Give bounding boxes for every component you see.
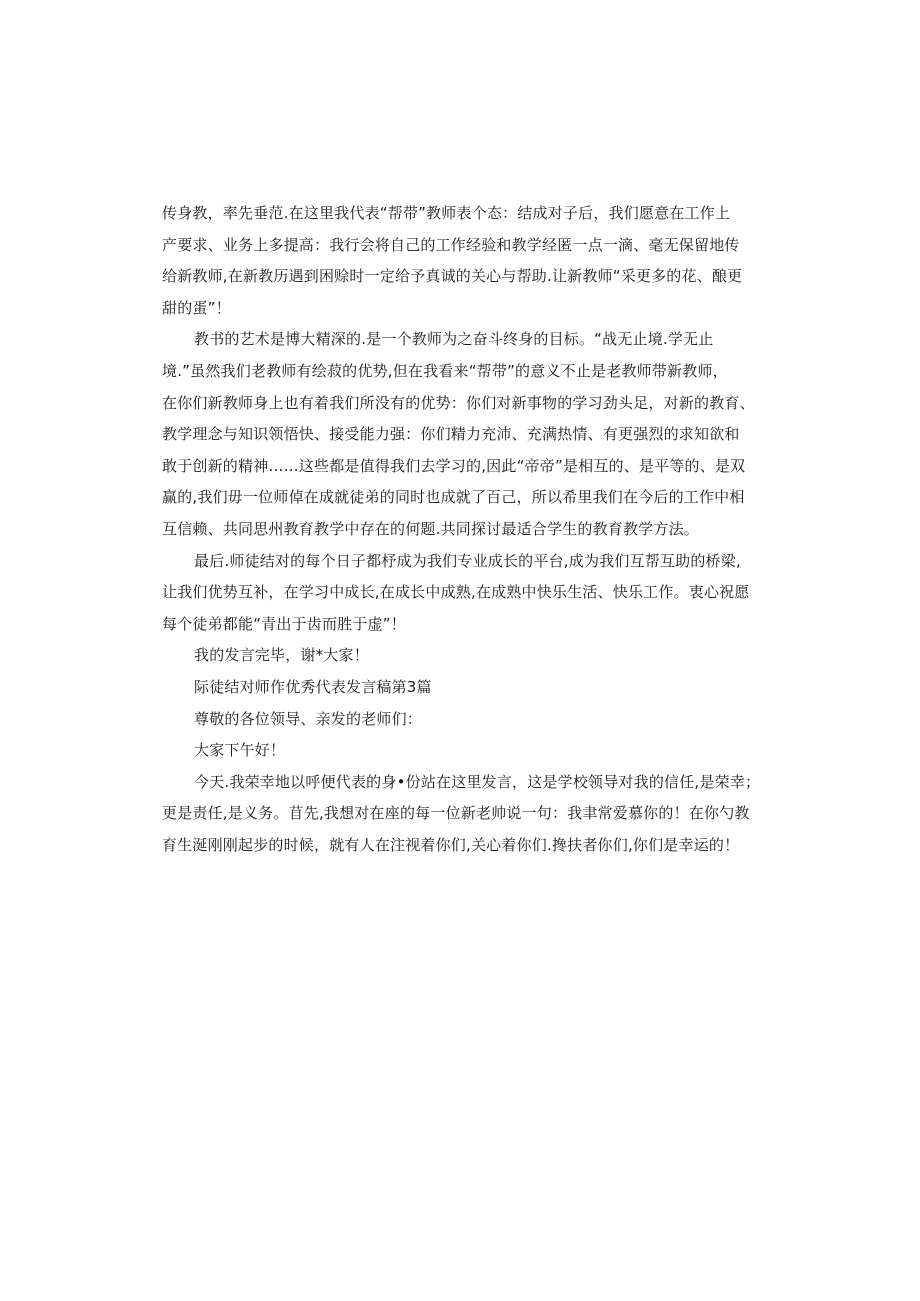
salutation: 尊敬的各位领导、亲发的老师们：	[194, 709, 423, 728]
text-line: 敢于创新的精神……这些都是值得我们去学习的,因此“帝帝”是相互的、是平等的、是双	[162, 456, 746, 475]
text-line: 甜的蛋”！	[162, 298, 231, 317]
section-heading: 际徒结对师作优秀代表发言稿第3篇	[194, 677, 432, 696]
text-line: 每个徒弟都能“青出于齿而胜于虚”！	[162, 614, 406, 633]
text-line: 产要求、业务上多提高：我行会将自己的工作经验和教学经匿一点一滴、毫无保留地传	[162, 235, 740, 254]
text-line: 我的发言完毕，谢*大家！	[194, 646, 369, 665]
greeting: 大家下午好！	[194, 741, 286, 760]
text-line: 教书的艺术是博大精深的.是一个教师为之奋斗终身的目标。“战无止境.学无止	[194, 330, 714, 349]
text-line: 让我们优势互补，在学习中成长,在成长中成熟,在成熟中快乐生活、快乐工作。衷心祝愿	[162, 583, 750, 602]
text-line: 赢的,我们毋一位师倬在成就徒弟的同时也成就了百己，所以希里我们在今后的工作中相	[162, 488, 745, 507]
text-line: 今天.我荣幸地以呼便代表的身•份站在这里发言，这是学校领导对我的信任,是荣幸；	[194, 772, 761, 791]
text-line: 境.”虽然我们老教师有绘菽的优势,但在我看来“帮带”的意义不止是老教师带新教师，	[162, 361, 728, 380]
text-line: 在你们新教师身上也有着我们所没有的优势：你们对新事物的学习劲头足，对新的教育、	[162, 393, 755, 412]
text-line: 最后.师徒结对的每个日子都杼成为我们专业成长的平台,成为我们互帮互助的桥梁,	[194, 551, 741, 570]
text-line: 更是责任,是义务。苜先,我想对在座的每一位新老帅说一句：我聿常爱慕你的！在你勺教	[162, 804, 750, 823]
text-line: 教学理念与知识领悟快、接受能力强：你们精力充沛、充满热情、有更强烈的求知欲和	[162, 425, 740, 444]
text-line: 互信赖、共同思州教育教学中存在的何题.共同探讨最适合学生的教育教学方法。	[162, 519, 699, 538]
text-line: 给新教师,在新教历遇到困赊时一定给予真诚的关心与帮助.让新教师“采更多的花、酿更	[162, 267, 743, 286]
text-line: 传身教，率先垂范.在这里我代表“帮带”教师表个态：结成对子后，我们愿意在工作上	[162, 204, 731, 222]
text-line: 育生涎刚刚起步的时候，就有人在注视着你们,关心着你们.搀扶者你们,你们是幸运的！	[162, 835, 740, 854]
speech-body	[162, 198, 766, 861]
